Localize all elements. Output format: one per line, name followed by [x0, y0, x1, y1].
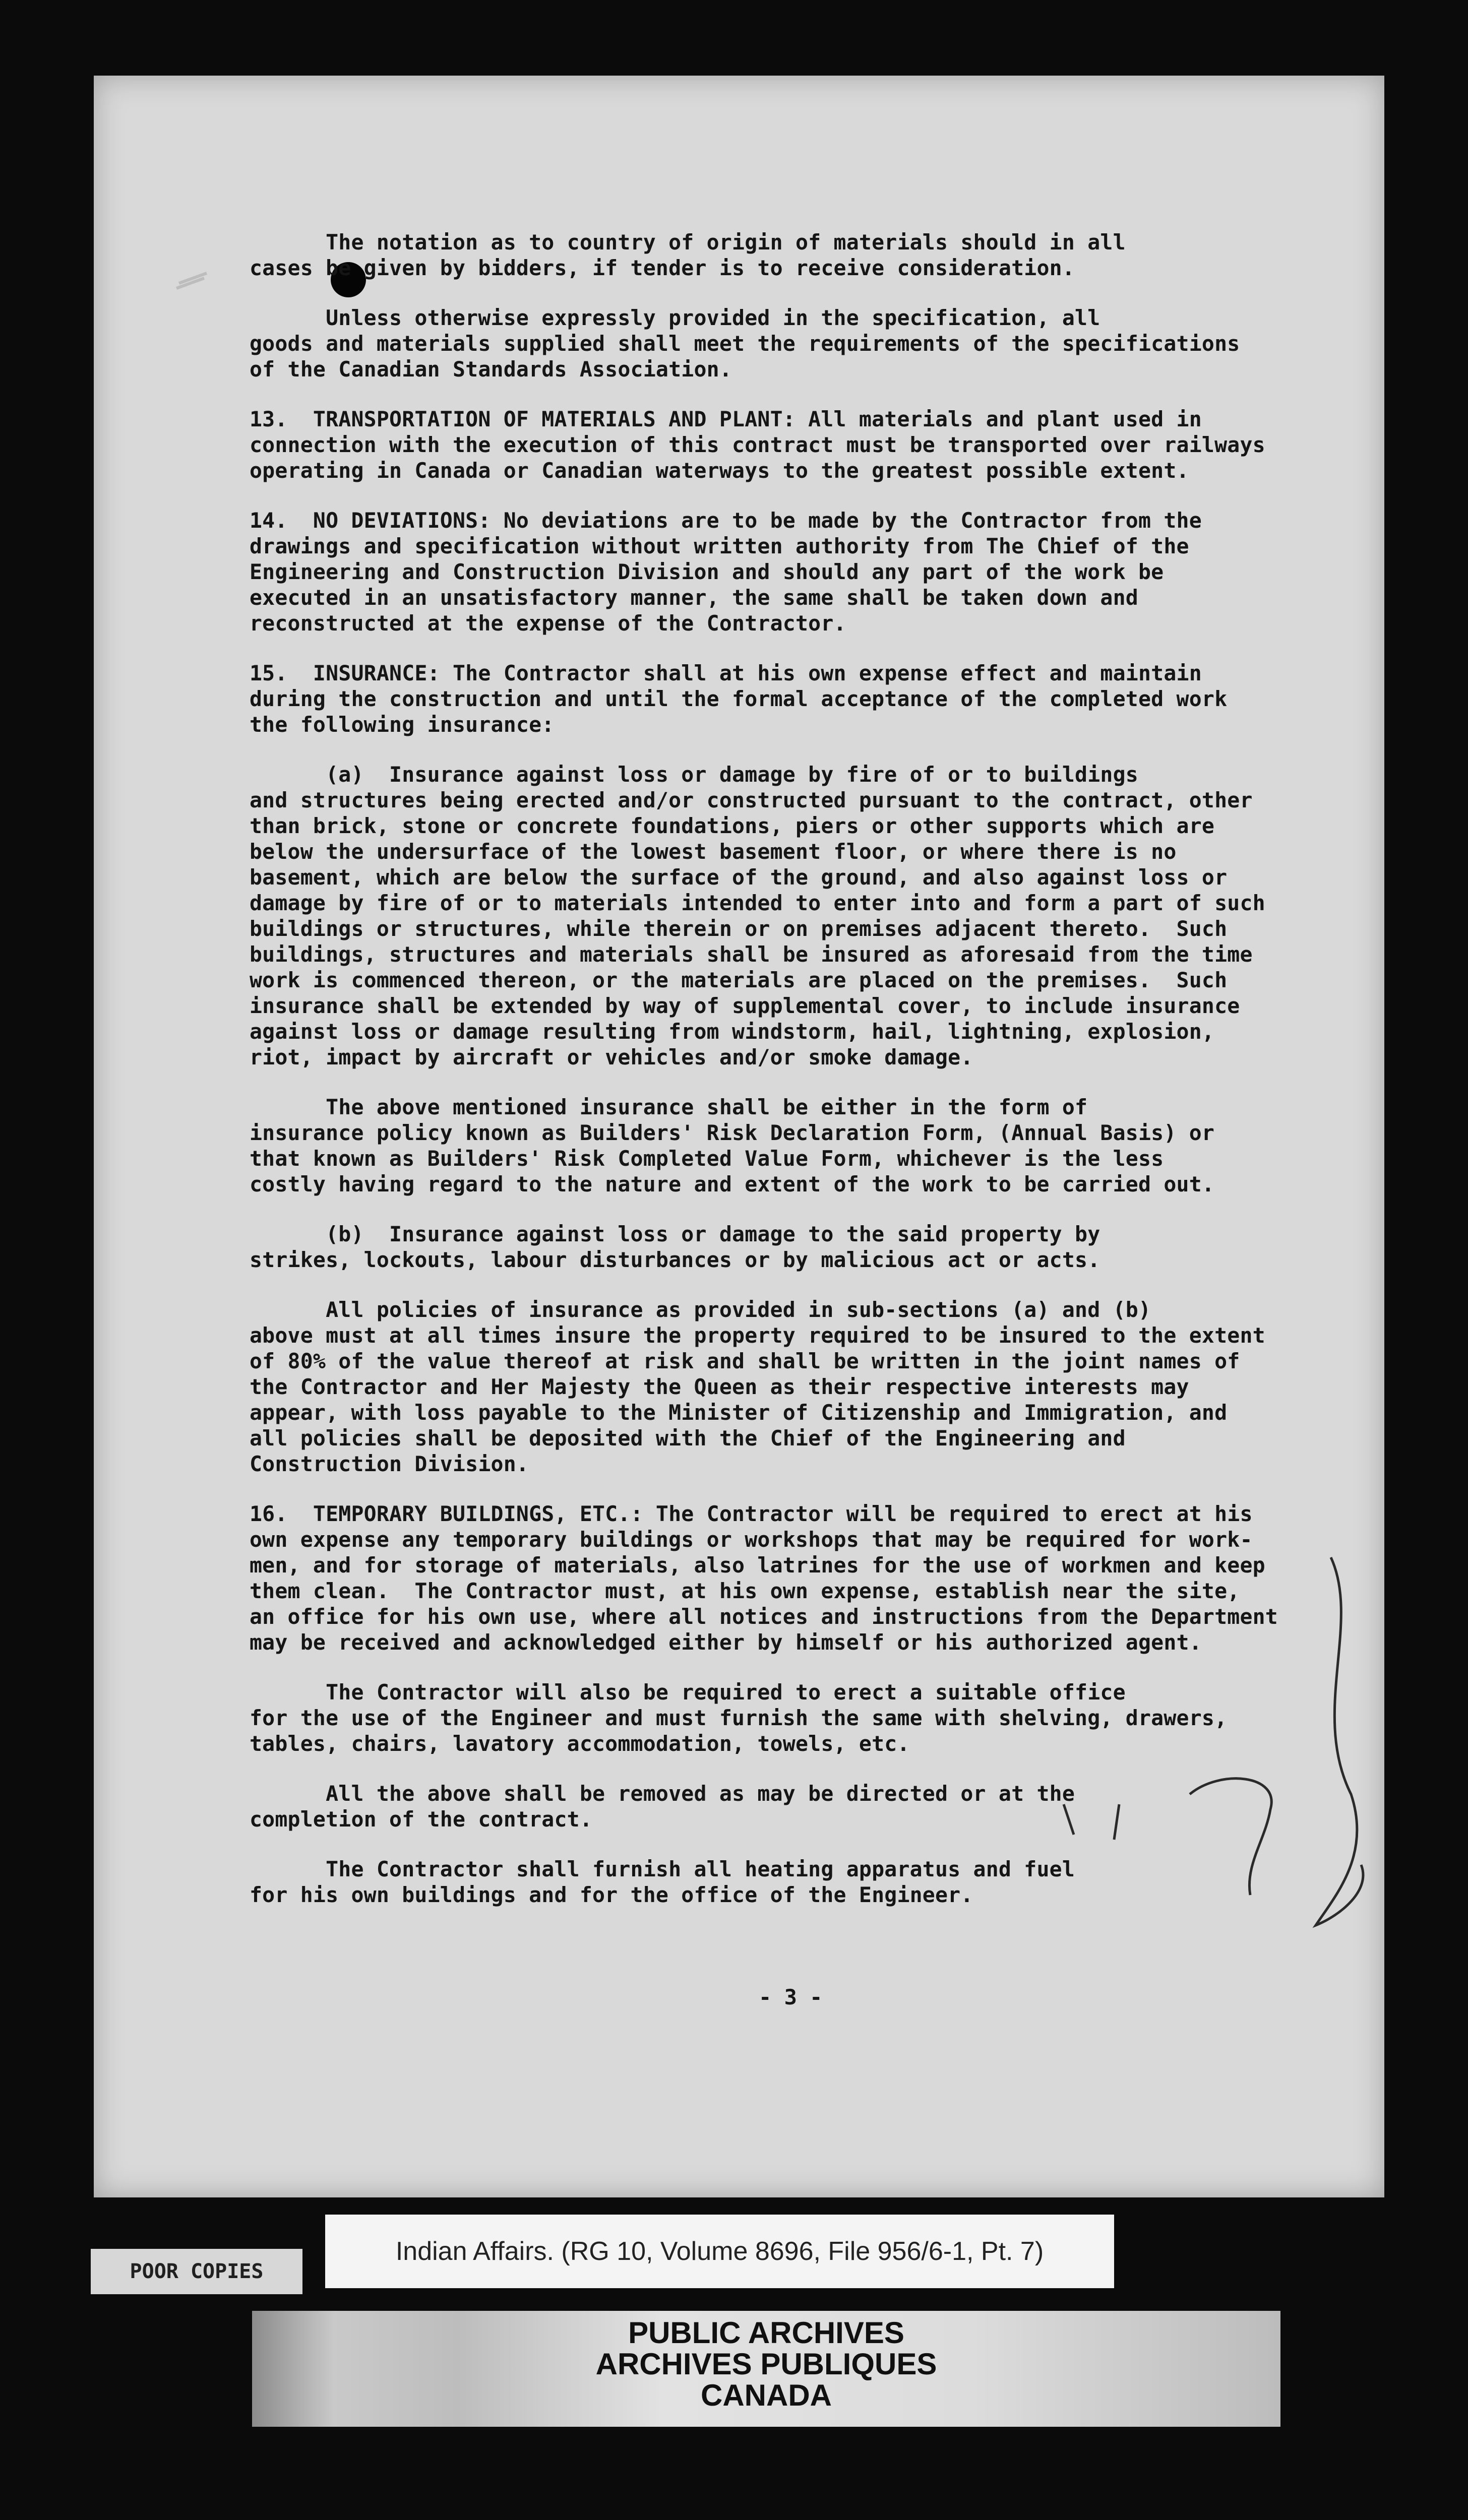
text-line: basement, which are below the surface of the ground, and also against loss or — [250, 865, 1228, 890]
text-line: buildings or structures, while therein or on premises adjacent thereto. Such — [250, 916, 1228, 941]
paragraph-gap — [250, 1477, 1303, 1501]
text-line: 13. TRANSPORTATION OF MATERIALS AND PLANT: All materials and plant used in — [250, 407, 1202, 431]
paragraph-gap — [250, 636, 1303, 660]
text-line: below the undersurface of the lowest basement floor, or where there is no — [250, 839, 1177, 864]
text-line: own expense any temporary buildings or workshops that may be required for work- — [250, 1527, 1253, 1552]
text-line: men, and for storage of materials, also latrines for the use of workmen and keep — [250, 1553, 1265, 1578]
text-line: above must at all times insure the property required to be insured to the extent — [250, 1323, 1265, 1348]
text-line: may be received and acknowledged either by himself or his authorized agent. — [250, 1630, 1202, 1655]
text-line: buildings, structures and materials shall be insured as aforesaid from the time — [250, 942, 1253, 967]
archive-source-label: Indian Affairs. (RG 10, Volume 8696, File 956/6-1, Pt. 7) — [325, 2215, 1114, 2288]
archives-line-3: CANADA — [701, 2378, 832, 2412]
text-line: appear, with loss payable to the Minister of Citizenship and Immigration, and — [250, 1400, 1228, 1425]
text-line: drawings and specification without written authority from The Chief of the — [250, 534, 1189, 558]
paragraph-gap — [250, 483, 1303, 508]
page-number: - 3 - — [759, 1985, 823, 2009]
text-line: The Contractor shall furnish all heating apparatus and fuel — [250, 1857, 1075, 1881]
text-line: for the use of the Engineer and must furnish the same with shelving, drawers, — [250, 1706, 1228, 1730]
text-line: insurance shall be extended by way of supplemental cover, to include insurance — [250, 993, 1240, 1018]
text-line: strikes, lockouts, labour disturbances or by malicious act or acts. — [250, 1247, 1100, 1272]
text-line: 16. TEMPORARY BUILDINGS, ETC.: The Contractor will be required to erect at his — [250, 1501, 1253, 1526]
text-line: (b) Insurance against loss or damage to the said property by — [250, 1222, 1100, 1246]
paragraph-gap — [250, 1756, 1303, 1781]
text-line: all policies shall be deposited with the Chief of the Engineering and — [250, 1426, 1126, 1451]
archives-stamp — [539, 2317, 993, 2411]
paragraph-gap — [250, 281, 1303, 305]
text-line: cases be given by bidders, if tender is to receive consideration. — [250, 256, 1075, 280]
text-line: that known as Builders' Risk Completed Value Form, whichever is the less — [250, 1146, 1164, 1171]
text-line: 15. INSURANCE: The Contractor shall at his own expense effect and maintain — [250, 661, 1202, 685]
paragraph-gap — [250, 1273, 1303, 1297]
text-line: connection with the execution of this contract must be transported over railways — [250, 432, 1265, 457]
paragraph-gap — [250, 1070, 1303, 1094]
text-line: and structures being erected and/or constructed pursuant to the contract, other — [250, 788, 1253, 812]
text-line: Construction Division. — [250, 1452, 529, 1476]
text-line: completion of the contract. — [250, 1807, 592, 1832]
text-line: of 80% of the value thereof at risk and shall be written in the joint names of — [250, 1349, 1240, 1373]
text-line: damage by fire of or to materials intended to enter into and form a part of such — [250, 891, 1265, 915]
text-line: insurance policy known as Builders' Risk Declaration Form, (Annual Basis) or — [250, 1120, 1215, 1145]
paragraph-gap — [250, 737, 1303, 762]
text-line: Engineering and Construction Division and should any part of the work be — [250, 559, 1164, 584]
text-line: 14. NO DEVIATIONS: No deviations are to be made by the Contractor from the — [250, 508, 1202, 533]
text-line: the following insurance: — [250, 712, 555, 737]
text-line: goods and materials supplied shall meet the requirements of the specifications — [250, 331, 1240, 356]
text-line: for his own buildings and for the office of the Engineer. — [250, 1882, 973, 1907]
text-line: operating in Canada or Canadian waterways to the greatest possible extent. — [250, 458, 1189, 483]
text-line: against loss or damage resulting from windstorm, hail, lightning, explosion, — [250, 1019, 1215, 1044]
poor-copies-label: POOR COPIES — [91, 2249, 302, 2294]
text-line: them clean. The Contractor must, at his own expense, establish near the site, — [250, 1579, 1240, 1603]
paragraph-gap — [250, 1655, 1303, 1679]
text-line: costly having regard to the nature and extent of the work to be carried out. — [250, 1172, 1215, 1196]
text-line: during the construction and until the formal acceptance of the completed work — [250, 686, 1228, 711]
paragraph-gap — [250, 1832, 1303, 1856]
text-line: executed in an unsatisfactory manner, the same shall be taken down and — [250, 585, 1138, 610]
text-line: tables, chairs, lavatory accommodation, towels, etc. — [250, 1731, 910, 1756]
text-line: The Contractor will also be required to erect a suitable office — [250, 1680, 1126, 1705]
text-line: (a) Insurance against loss or damage by fire of or to buildings — [250, 762, 1138, 787]
archives-line-2: ARCHIVES PUBLIQUES — [595, 2347, 937, 2381]
paragraph-gap — [250, 382, 1303, 406]
text-line: The notation as to country of origin of materials should in all — [250, 230, 1126, 255]
text-line: The above mentioned insurance shall be either in the form of — [250, 1095, 1088, 1119]
archives-line-1: PUBLIC ARCHIVES — [628, 2316, 904, 2350]
text-line: riot, impact by aircraft or vehicles and/or smoke damage. — [250, 1045, 973, 1069]
typed-text-body — [250, 229, 1303, 1908]
text-line: reconstructed at the expense of the Contractor. — [250, 611, 846, 636]
text-line: an office for his own use, where all notices and instructions from the Department — [250, 1604, 1278, 1629]
text-line: All the above shall be removed as may be directed or at the — [250, 1781, 1075, 1806]
text-line: Unless otherwise expressly provided in the specification, all — [250, 305, 1100, 330]
text-line: work is commenced thereon, or the materials are placed on the premises. Such — [250, 968, 1228, 992]
paragraph-gap — [250, 1197, 1303, 1221]
text-line: the Contractor and Her Majesty the Queen as their respective interests may — [250, 1374, 1189, 1399]
text-line: All policies of insurance as provided in sub-sections (a) and (b) — [250, 1297, 1151, 1322]
text-line: than brick, stone or concrete foundations, piers or other supports which are — [250, 813, 1215, 838]
text-line: of the Canadian Standards Association. — [250, 357, 732, 382]
